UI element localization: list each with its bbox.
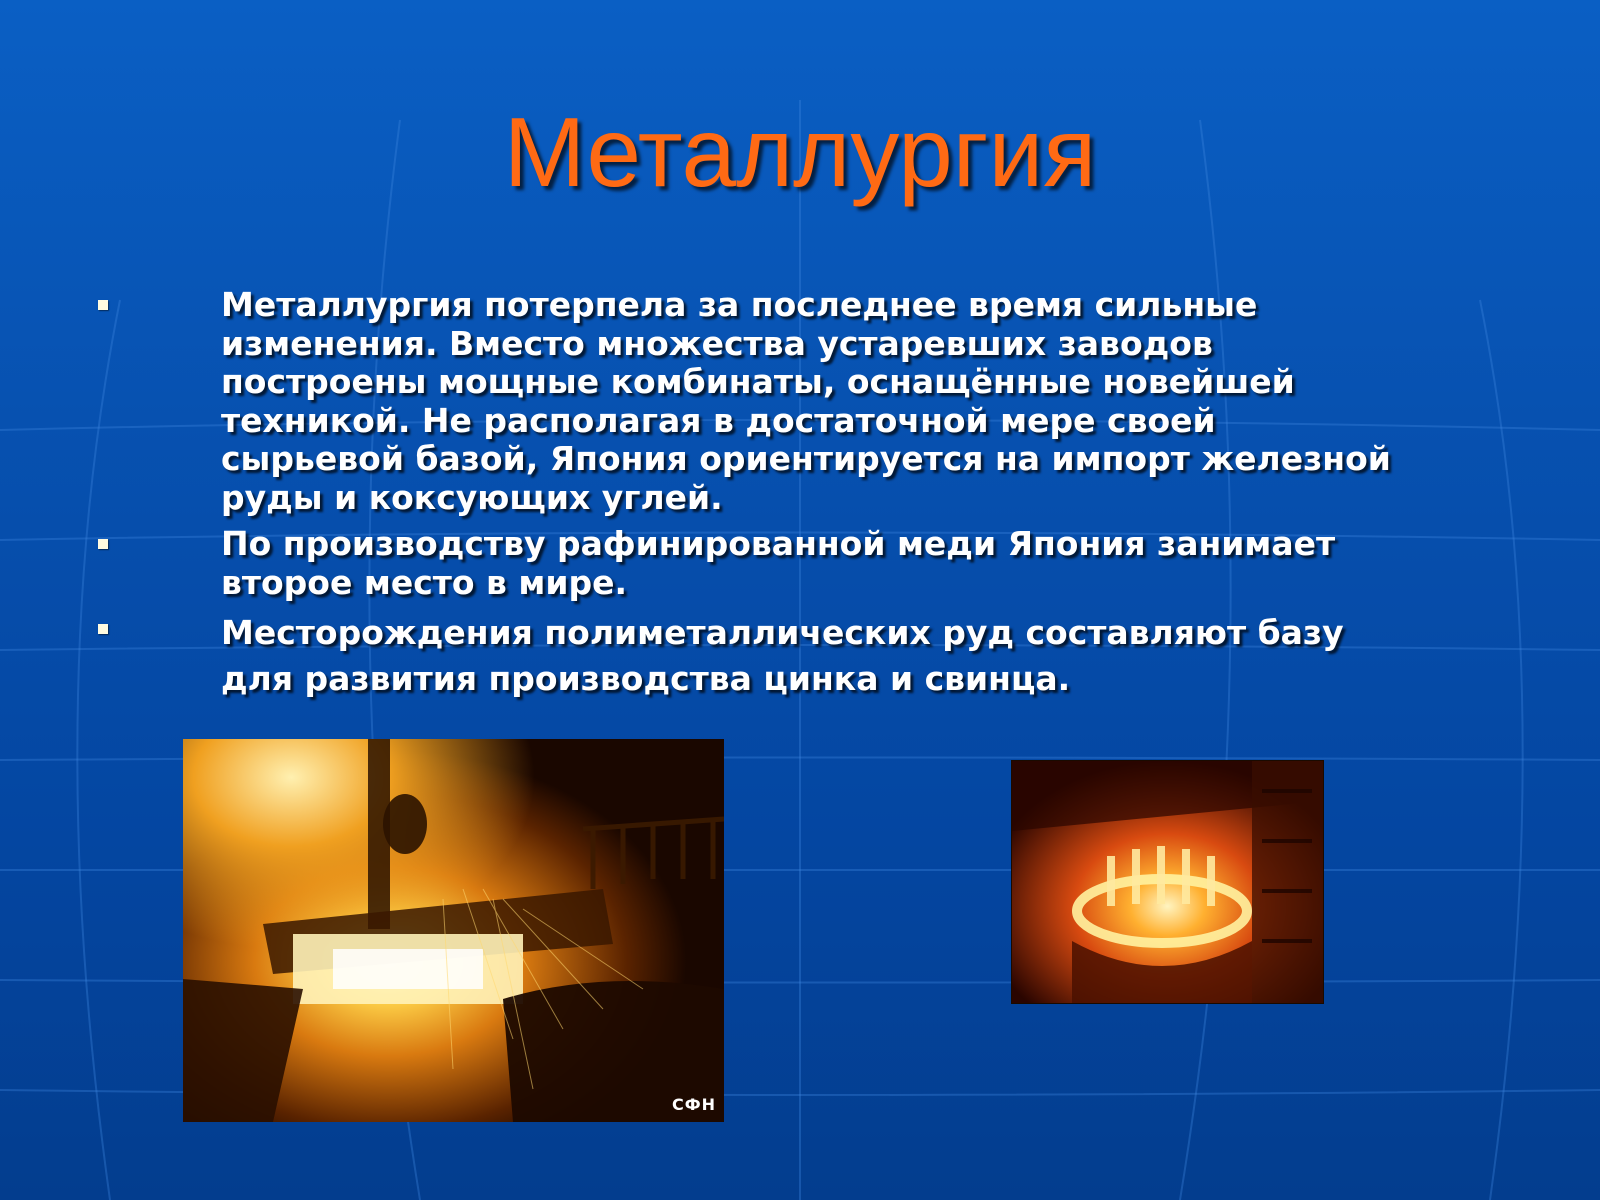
steel-furnace-photo xyxy=(183,739,724,1122)
molten-metal-ladle-photo xyxy=(1011,760,1324,1004)
square-bullet-icon xyxy=(98,539,108,549)
square-bullet-icon xyxy=(98,300,108,310)
bullet-list xyxy=(0,286,1600,710)
bullet-text: По производству рафинированной меди Япония занимает второе место в мире. xyxy=(221,524,1336,602)
bullet-item xyxy=(0,525,1401,602)
photo-watermark: СФН xyxy=(672,1095,716,1114)
bullet-text: Металлургия потерпела за последнее время сильные изменения. Вместо множества устаревших заводов построены мощные комбинаты, оснащённые новейшей техникой. Не располагая в достаточной мере своей сырьевой базой, Япония ориентируется на импорт железной руды и коксующих углей. xyxy=(221,285,1391,517)
square-bullet-icon xyxy=(98,624,108,634)
slide-title: Металлургия xyxy=(503,97,1097,207)
bullet-item xyxy=(0,286,1401,517)
bullet-text: Месторождения полиметаллических руд составляют базу для развития производства цинка и свинца. xyxy=(221,613,1344,698)
bullet-item xyxy=(0,610,1401,702)
